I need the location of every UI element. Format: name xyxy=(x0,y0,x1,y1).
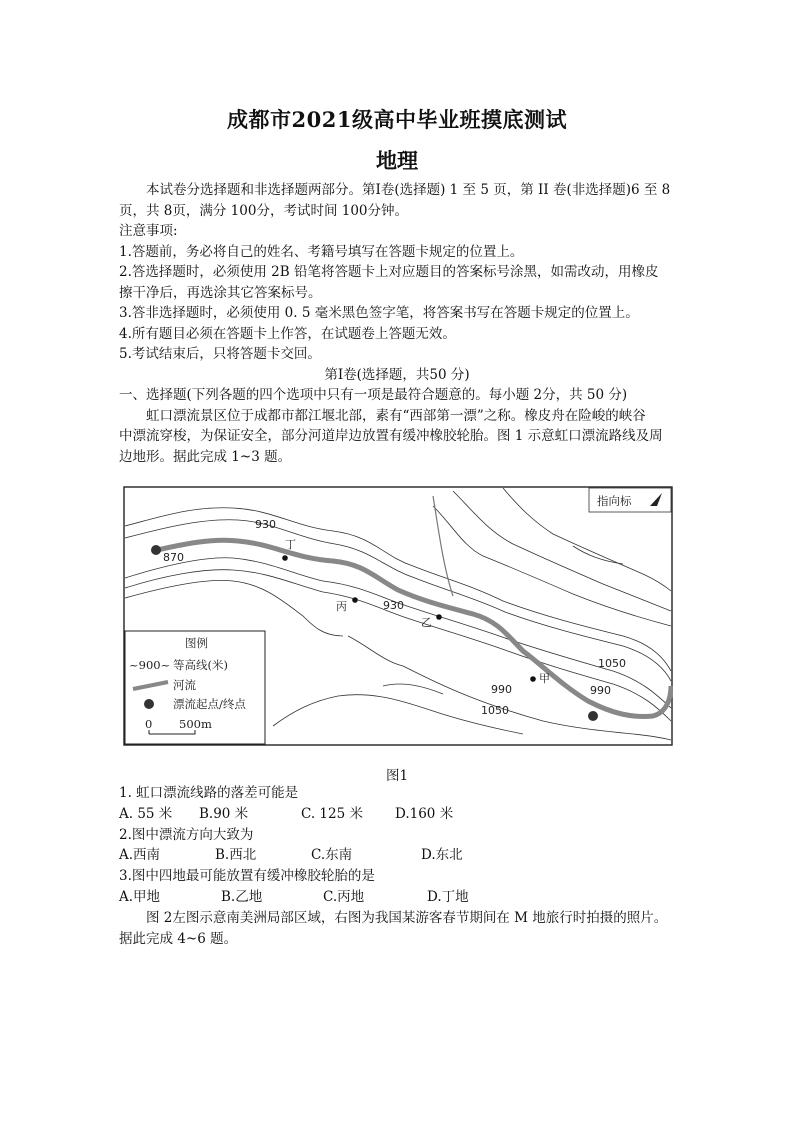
map-legend xyxy=(125,631,265,744)
contour-label: 930 xyxy=(255,518,276,531)
option-d: D.东北 xyxy=(421,847,463,864)
passage-line: 图 2左图示意南美洲局部区域，右图为我国某游客春节期间在 M 地旅行时拍摄的照片。 xyxy=(146,909,668,926)
notice-heading: 注意事项: xyxy=(119,223,178,239)
question-1 xyxy=(119,783,679,825)
questions-block xyxy=(119,783,679,949)
contour-label: 990 xyxy=(590,684,611,697)
legend-title: 图例 xyxy=(185,636,208,650)
question-2 xyxy=(119,825,679,867)
option-a: A.西南 xyxy=(119,847,161,864)
subject-title: 地理 xyxy=(376,148,418,173)
question-stem: 3.图中四地最可能放置有缓冲橡胶轮胎的是 xyxy=(119,868,375,885)
notice-item: 1.答题前，务必将自己的姓名、考籍号填写在答题卡规定的位置上。 xyxy=(119,243,524,260)
option-b: B.90 米 xyxy=(199,805,249,822)
contour-label: 1050 xyxy=(481,704,509,717)
option-c: C. 125 米 xyxy=(301,805,363,822)
intro-line: 页，共 8页，满分 100分，考试时间 100分钟。 xyxy=(119,202,408,219)
label-ding: 丁 xyxy=(285,538,296,551)
notice-item: 3.答非选择题时，必须使用 0. 5 毫米黑色签字笔，将答案书写在答题卡规定的位置上。 xyxy=(119,305,639,321)
point-jia xyxy=(530,676,536,682)
question-stem: 2.图中漂流方向大致为 xyxy=(119,826,254,843)
intro-line: 本试卷分选择题和非选择题两部分。第Ⅰ卷(选择题) 1 至 5 页，第 II 卷(非选择题)6 至 8 xyxy=(146,182,671,198)
passage-line: 中漂流穿梭，为保证安全，部分河道岸边放置有缓冲橡胶轮胎。图 1 示意虹口漂流路线及周 xyxy=(119,428,663,444)
contour-label: 990 xyxy=(491,683,512,696)
option-c: C.东南 xyxy=(311,847,353,864)
contour-label: 870 xyxy=(163,551,184,564)
passage-line: 虹口漂流景区位于成都市都江堰北部，素有“西部第一漂”之称。橡皮舟在险峻的峡谷 xyxy=(146,407,646,424)
contour-label: 930 xyxy=(383,599,404,612)
contour-label: 1050 xyxy=(598,657,626,670)
passage-line: 边地形。据此完成 1~3 题。 xyxy=(119,448,292,465)
option-b: B.乙地 xyxy=(221,888,263,905)
part-heading: 一、选择题(下列各题的四个选项中只有一项是最符合题意的。每小题 2分，共 50 分) xyxy=(119,387,628,403)
legend-contour-num: ~900~ xyxy=(129,658,171,672)
option-a: A.甲地 xyxy=(119,888,161,905)
label-yi: 乙 xyxy=(421,616,432,629)
notice-item: 4.所有题目必须在答题卡上作答，在试题卷上答题无效。 xyxy=(119,325,456,342)
legend-contour-text: 等高线(米) xyxy=(173,658,228,672)
option-a: A. 55 米 xyxy=(119,805,173,822)
legend-start-end: 漂流起点/终点 xyxy=(173,697,246,711)
question-3 xyxy=(119,866,679,908)
question-options xyxy=(119,845,679,866)
north-indicator-label: 指向标 xyxy=(597,494,632,508)
point-ding xyxy=(282,555,288,561)
scale-length: 500m xyxy=(179,717,212,731)
question-stem: 1. 虹口漂流线路的落差可能是 xyxy=(119,785,299,801)
passage-line: 据此完成 4~6 题。 xyxy=(119,930,238,947)
option-c: C.丙地 xyxy=(323,888,365,905)
figure-1-caption: 图1 xyxy=(385,768,409,784)
option-b: B.西北 xyxy=(215,847,257,864)
legend-river: 河流 xyxy=(173,678,196,692)
notice-item: 2.答选择题时，必须使用 2B 铅笔将答题卡上对应题目的答案标号涂黑，如需改动，用橡皮 xyxy=(119,264,659,280)
end-marker xyxy=(588,711,598,721)
legend-marker-icon xyxy=(144,699,154,709)
question-options xyxy=(119,887,679,908)
option-d: D.丁地 xyxy=(427,888,469,905)
label-bing: 丙 xyxy=(336,600,347,613)
option-d: D.160 米 xyxy=(395,805,454,822)
scale-zero: 0 xyxy=(145,717,153,731)
question-options xyxy=(119,804,679,825)
section-title: 第Ⅰ卷(选择题，共50 分) xyxy=(324,366,470,383)
exam-title: 成都市2021级高中毕业班摸底测试 xyxy=(227,107,567,132)
figure-1-map xyxy=(123,486,673,746)
point-yi xyxy=(436,614,442,620)
point-bing xyxy=(352,597,358,603)
instructions-block xyxy=(119,180,675,467)
label-jia: 甲 xyxy=(539,672,550,685)
notice-item: 5.考试结束后，只将答题卡交回。 xyxy=(119,346,321,362)
notice-item: 擦干净后，再选涂其它答案标号。 xyxy=(119,284,322,301)
start-marker xyxy=(151,545,161,555)
